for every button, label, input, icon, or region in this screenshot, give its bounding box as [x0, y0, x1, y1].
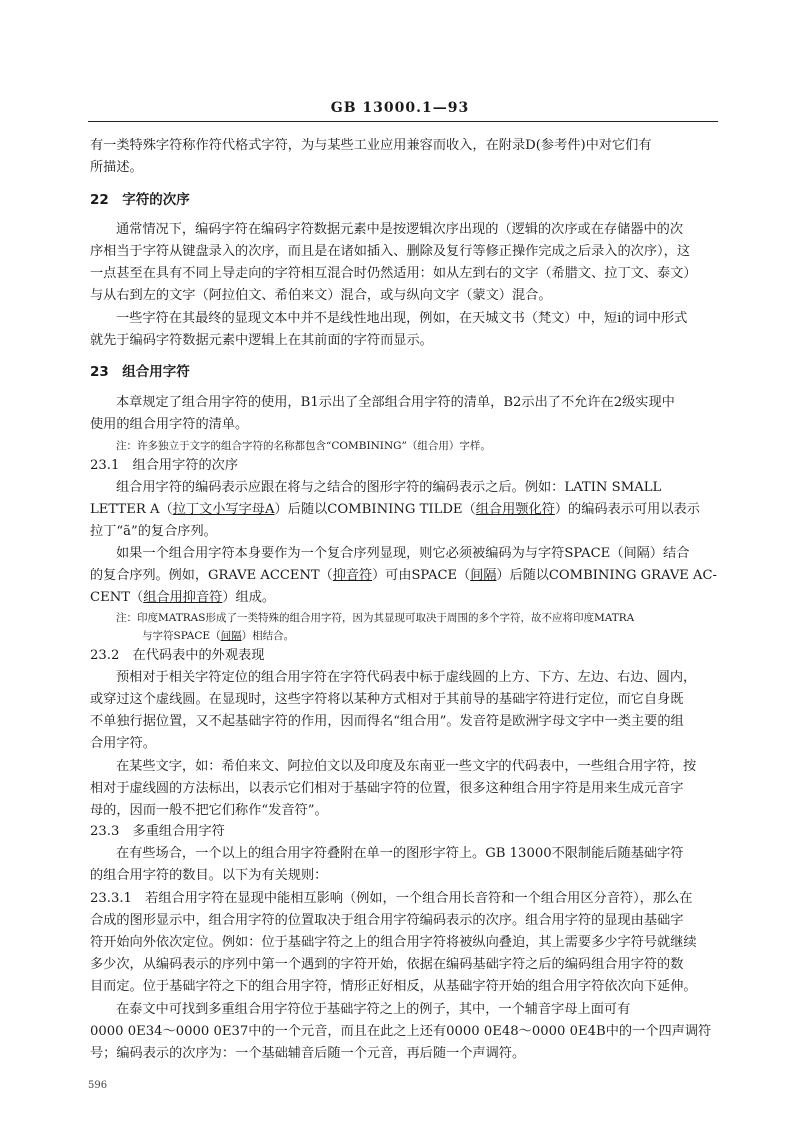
s233-paragraph-line: 在有些场合，一个以上的组合用字符叠附在单一的图形字符上。GB 13000不限制能后随基础字符 — [116, 846, 684, 861]
text-run: ）后随以COMBINING GRAVE AC- — [496, 568, 717, 583]
underlined-term: 组合用颚化符 — [475, 502, 555, 517]
s231-paragraph-line: 拉丁“ã”的复合序列。 — [90, 524, 217, 539]
s2331-paragraph-line: 多少次，从编码表示的序列中第一个遇到的字符开始，依据在编码基础字符之后的编码组合用字符的数 — [90, 957, 684, 972]
intro-line: 有一类特殊字符称作符代格式字符，为与某些工业应用兼容而收入，在附录D(参考件)中对它们有 — [90, 138, 652, 153]
section-23-title: 23 组合用字符 — [90, 364, 190, 380]
s22-paragraph-line: 序相当于字符从键盘录入的次序，而且是在诸如插入、删除及复行等修正操作完成之后录入的次序），这 — [90, 244, 691, 259]
s231-note-line — [142, 626, 720, 646]
text-run: ）可由SPACE（ — [372, 568, 471, 583]
s231-paragraph-line: 如果一个组合用字符本身要作为一个复合序列显现，则它必须被编码为与字符SPACE（间隔）结合 — [116, 546, 690, 561]
underlined-term: 拉丁文小写字母A — [172, 502, 275, 517]
s22-paragraph-line: 一些字符在其最终的显现文本中并不是线性地出现，例如，在天城文书（梵文）中，短i的词中形式 — [116, 311, 688, 326]
s232-paragraph-line: 不单独行据位置，又不起基础字符的作用，因而得名“组合用”。发音符是欧洲字母文字中一类主要的组 — [90, 714, 684, 729]
s231-paragraph-line — [90, 588, 720, 608]
section-23-3-title: 23.3 多重组合用字符 — [90, 824, 225, 839]
s2331-paragraph-line: 合成的图形显示中，组合用字符的位置取决于组合用字符编码表示的次序。组合用字符的显现由基础字 — [90, 913, 684, 928]
s2331-paragraph-line: 目而定。位于基础字符之下的组合用字符，情形正好相反，从基础字符开始的组合用字符依次向下延伸。 — [90, 979, 697, 994]
s22-paragraph-line: 通常情况下，编码字符在编码字符数据元素中是按逻辑次序出现的（逻辑的次序或在存储器中的次 — [116, 222, 684, 237]
s2331-paragraph-line: 号；编码表示的次序为：一个基础辅音后随一个元音，再后随一个声调符。 — [90, 1046, 526, 1061]
s2331-paragraph-line: 0000 0E34～0000 0E37中的一个元音，而且在此之上还有0000 0E48～0000 0E4B中的一个四声调符 — [90, 1024, 712, 1039]
s232-paragraph-line: 在某些文字，如：希伯来文、阿拉伯文以及印度及东南亚一些文字的代码表中，一些组合用字符，按 — [116, 759, 697, 774]
s2331-paragraph-line: 23.3.1 若组合用字符在显现中能相互影响（例如，一个组合用长音符和一个组合用区分音符），那么在 — [90, 891, 693, 906]
s2331-paragraph-line: 在泰文中可找到多重组合用字符位于基础字符之上的例子，其中，一个辅音字母上面可有 — [116, 1002, 631, 1017]
s22-paragraph-line: 与从右到左的文字（阿拉伯文、希伯来文）混合，或与纵向文字（蒙文）混合。 — [90, 288, 552, 303]
section-23-1-title: 23.1 组合用字符的次序 — [90, 458, 239, 473]
intro-line: 所描述。 — [90, 160, 143, 175]
standard-header: GB 13000.1—93 — [330, 100, 470, 116]
s23-note: 注：许多独立于文字的组合字符的名称都包含“COMBINING”（组合用）字样。 — [116, 440, 491, 452]
s22-paragraph-line: 就先于编码字符数据元素中逻辑上在其前面的字符而显示。 — [90, 333, 433, 348]
text-run: ）后随以COMBINING TILDE（ — [274, 502, 476, 517]
underlined-term: 间隔 — [220, 630, 242, 642]
header-rule — [88, 121, 718, 122]
text-run: LETTER A（ — [90, 502, 173, 517]
s232-paragraph-line: 或穿过这个虚线圆。在显现时，这些字符将以某种方式相对于其前导的基础字符进行定位，而它自身既 — [90, 692, 684, 707]
page-number: 596 — [88, 1080, 108, 1091]
s231-paragraph-line — [90, 500, 720, 520]
underlined-term: 间隔 — [470, 568, 497, 583]
text-run: CENT（ — [90, 590, 144, 605]
section-23-2-title: 23.2 在代码表中的外观表现 — [90, 648, 265, 663]
s2331-paragraph-line: 符开始向外依次定位。例如：位于基础字符之上的组合用字符将被纵向叠迫，其上需要多少字符号就继续 — [90, 935, 697, 950]
s232-paragraph-line: 母的，因而一般不把它们称作“发音符”。 — [90, 803, 328, 818]
s231-paragraph-line: 组合用字符的编码表示应跟在将与之结合的图形字符的编码表示之后。例如：LATIN SMALL — [116, 480, 662, 495]
text-run: 的复合序列。例如，GRAVE ACCENT（ — [90, 568, 333, 583]
text-run: ）相结合。 — [241, 630, 295, 642]
s231-paragraph-line — [90, 566, 720, 586]
s232-paragraph-line: 相对于虚线圆的方法标出，以表示它们相对于基础字符的位置，很多这种组合用字符是用来生成元音字 — [90, 781, 684, 796]
underlined-term: 组合用抑音符 — [143, 590, 223, 605]
section-22-title: 22 字符的次序 — [90, 192, 190, 208]
s23-paragraph-line: 本章规定了组合用字符的使用，B1示出了全部组合用字符的清单，B2示出了不允许在2级实现中 — [116, 395, 675, 410]
text-run: 与字符SPACE（ — [142, 630, 221, 642]
underlined-term: 抑音符 — [332, 568, 373, 583]
s232-paragraph-line: 合用字符。 — [90, 736, 156, 751]
s231-note-line: 注：印度MATRAS形成了一类特殊的组合用字符，因为其显现可取决于周围的多个字符，故不应将印度MATRA — [116, 612, 635, 624]
s23-paragraph-line: 使用的组合用字符的清单。 — [90, 417, 249, 432]
text-run: ）的编码表示可用以表示 — [554, 502, 700, 517]
s232-paragraph-line: 预相对于相关字符定位的组合用字符在字符代码表中标于虚线圆的上方、下方、左边、右边、圆内， — [116, 670, 697, 685]
s22-paragraph-line: 一点甚至在具有不同上导走向的字符相互混合时仍然适用：如从左到右的文字（希腊文、拉丁文、泰文） — [90, 266, 697, 281]
s233-paragraph-line: 的组合用字符的数目。以下为有关规则： — [90, 868, 328, 883]
text-run: ）组成。 — [222, 590, 276, 605]
